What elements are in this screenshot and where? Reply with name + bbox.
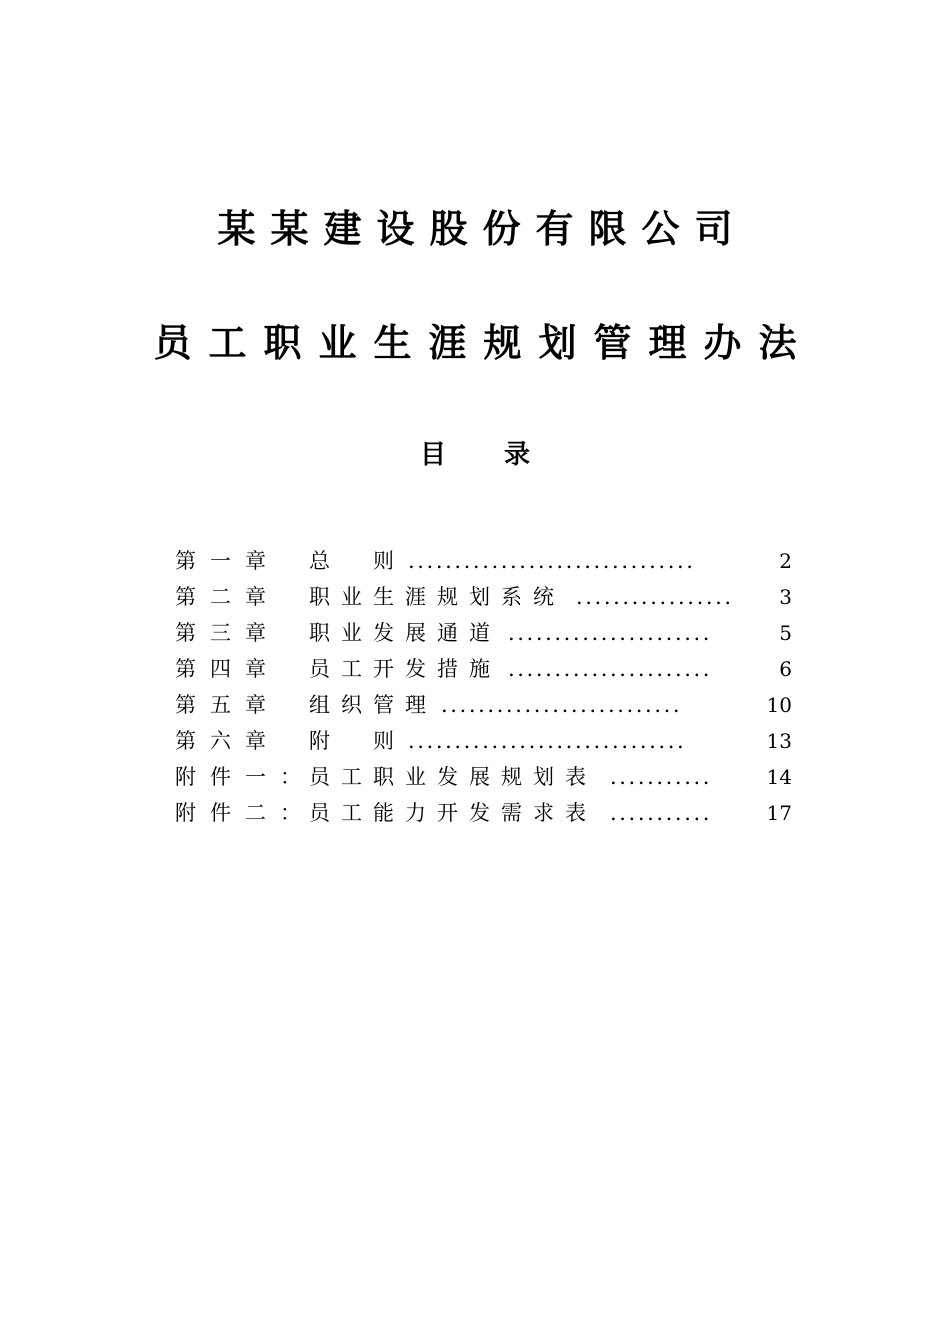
toc-chapter-label: 附件二： (175, 801, 315, 825)
company-name: 某某建设股份有限公司 (217, 207, 748, 251)
toc-leader-dots: ...................... (508, 621, 713, 645)
toc-entry-title: 附 则 (309, 729, 405, 753)
document-title: 员工职业生涯规划管理办法 (153, 321, 814, 365)
toc-leader-dots: ................. (576, 585, 734, 609)
toc-chapter-label: 第三章 (175, 621, 280, 645)
toc-chapter-label: 第六章 (175, 729, 280, 753)
toc-entry[interactable] (175, 726, 800, 762)
toc-chapter-label: 第四章 (175, 657, 280, 681)
toc-page-number: 2 (779, 549, 792, 573)
toc-entry-title: 员工开发措施 (309, 657, 501, 681)
toc-entry-title: 职业生涯规划系统 (309, 585, 565, 609)
toc-chapter-label: 附件一： (175, 765, 315, 789)
toc-entry[interactable] (175, 798, 800, 834)
toc-leader-dots: ............................... (408, 549, 696, 573)
toc-entry-title: 员工能力开发需求表 (309, 801, 597, 825)
toc-page-number: 3 (779, 585, 792, 609)
toc-page-number: 14 (766, 765, 792, 789)
toc-entry-title: 员工职业发展规划表 (309, 765, 597, 789)
toc-entry[interactable] (175, 654, 800, 690)
toc-entry-title: 组织管理 (309, 693, 437, 717)
toc-entry[interactable] (175, 546, 800, 582)
toc-chapter-label: 第二章 (175, 585, 280, 609)
toc-page-number: 10 (766, 693, 792, 717)
toc-leader-dots: ........... (610, 801, 713, 825)
toc-heading: 目录 (419, 440, 588, 470)
toc-entry[interactable] (175, 582, 800, 618)
toc-chapter-label: 第一章 (175, 549, 280, 573)
toc-leader-dots: .............................. (408, 729, 687, 753)
toc-leader-dots: ...................... (508, 657, 713, 681)
toc-page-number: 6 (779, 657, 792, 681)
toc-page-number: 5 (779, 621, 792, 645)
toc-page-number: 13 (766, 729, 792, 753)
toc-entry[interactable] (175, 762, 800, 798)
toc-entry-title: 职业发展通道 (309, 621, 501, 645)
toc-entry[interactable] (175, 618, 800, 654)
toc-entry-title: 总 则 (309, 549, 405, 573)
toc-entry[interactable] (175, 690, 800, 726)
toc-chapter-label: 第五章 (175, 693, 280, 717)
table-of-contents (175, 546, 800, 834)
toc-leader-dots: .......................... (441, 693, 683, 717)
toc-leader-dots: ........... (610, 765, 713, 789)
toc-page-number: 17 (766, 801, 792, 825)
